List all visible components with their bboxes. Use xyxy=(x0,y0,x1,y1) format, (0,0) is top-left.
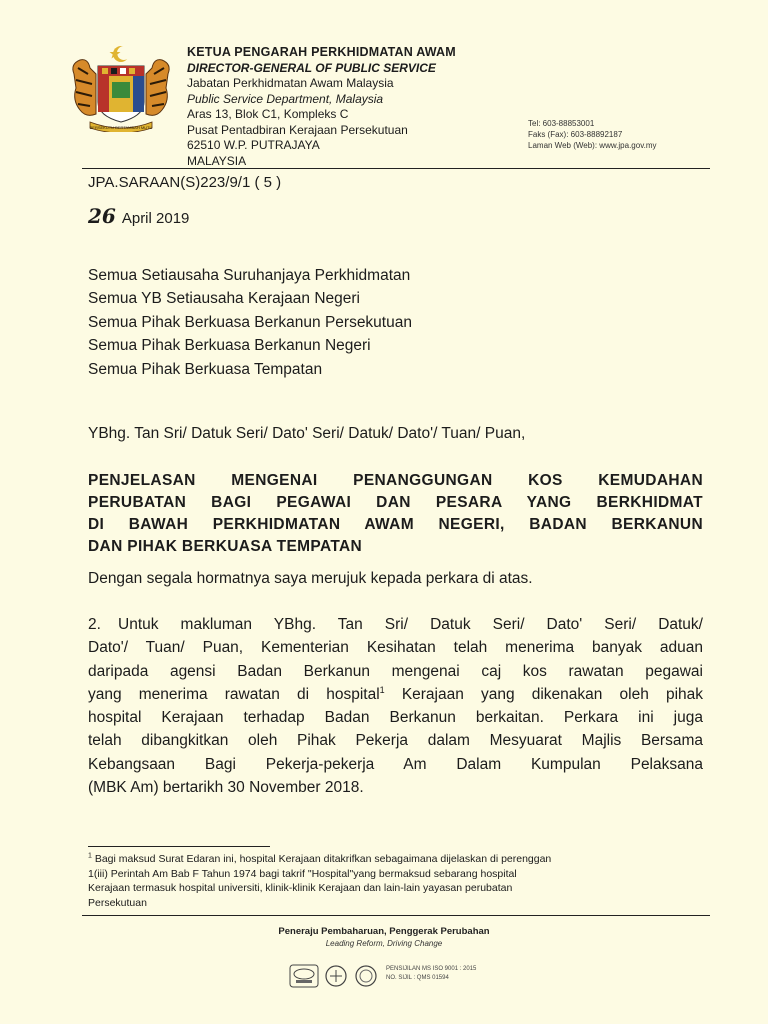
footnote-reference[interactable]: 1 xyxy=(379,684,385,695)
subject-line: PENJELASAN MENGENAI PENANGGUNGAN KOS KEMUDAHAN xyxy=(88,472,703,489)
motto-english: Leading Reform, Driving Change xyxy=(325,939,443,948)
svg-text:BERSEKUTU BERTAMBAH MUTU: BERSEKUTU BERTAMBAH MUTU xyxy=(89,125,153,130)
letter-date xyxy=(88,204,189,228)
recipient-line: Semua YB Setiausaha Kerajaan Negeri xyxy=(88,290,360,308)
sirim-cert-icon xyxy=(290,965,318,987)
footnote-divider xyxy=(88,846,270,847)
contact-fax: Faks (Fax): 603-88892187 xyxy=(528,130,623,139)
footnote-line: $^1$ Bagi maksud Surat Edaran ini, hospital Kerajaan ditakrifkan sebagaimana dijelaskan di perenggan xyxy=(88,852,552,865)
contact-web: Laman Web (Web): www.jpa.gov.my xyxy=(528,141,657,150)
paragraph-line: Kebangsaan Bagi Pekerja-pekerja Am Dalam Kumpulan Pelaksana xyxy=(88,755,703,773)
subject-line: DAN PIHAK BERKUASA TEMPATAN xyxy=(88,538,363,555)
footnote xyxy=(88,852,688,910)
date-month-year: April 2019 xyxy=(121,210,190,227)
qms-badge-icon xyxy=(356,966,376,986)
paragraph-line: 2. Untuk makluman YBhg. Tan Sri/ Datuk Seri/ Dato' Seri/ Datuk/ xyxy=(88,613,703,636)
cert-line: PENSIJILAN MS ISO 9001 : 2015 xyxy=(386,966,477,972)
org-address-line: 62510 W.P. PUTRAJAYA xyxy=(187,138,320,152)
paragraph-line: yang menerima rawatan di hospital$^1$ Kerajaan yang dikenakan oleh pihak xyxy=(88,684,703,703)
paragraph-1: Dengan segala hormatnya saya merujuk kepada perkara di atas. xyxy=(88,570,533,587)
certification-logos xyxy=(288,962,384,990)
subject-line: DI BAWAH PERKHIDMATAN AWAM NEGERI, BADAN BERKANUN xyxy=(88,516,703,533)
motto-malay: Peneraju Pembaharuan, Penggerak Perubahan xyxy=(278,926,490,937)
letterhead-contact xyxy=(528,118,657,151)
subject-line: PERUBATAN BAGI PEGAWAI DAN PESARA YANG BERKHIDMAT xyxy=(88,494,703,511)
certification-text xyxy=(386,965,476,983)
recipient-line: Semua Pihak Berkuasa Berkanun Negeri xyxy=(88,337,371,355)
org-address-line: MALAYSIA xyxy=(187,153,247,168)
contact-tel: Tel: 603-88853001 xyxy=(528,119,595,128)
footer-divider xyxy=(82,915,710,916)
cert-line: NO. SIJIL : QMS 01594 xyxy=(386,975,449,981)
header-divider xyxy=(82,168,710,169)
paragraph-line: hospital Kerajaan terhadap Badan Berkanun berkaitan. Perkara ini juga xyxy=(88,709,703,727)
org-department-ms: Jabatan Perkhidmatan Awam Malaysia xyxy=(187,76,394,90)
date-day-handwritten: 26 xyxy=(88,204,116,228)
recipient-list xyxy=(88,264,412,381)
subject-heading xyxy=(88,470,703,558)
footnote-line: 1(iii) Perintah Am Bab F Tahun 1974 bagi takrif "Hospital"yang bermaksud sebarang hospital xyxy=(88,867,517,880)
org-department-en: Public Service Department, Malaysia xyxy=(187,91,384,106)
paragraph-line: telah dibangkitkan oleh Pihak Pekerja dalam Mesyuarat Majlis Bersama xyxy=(88,732,703,750)
paragraph-2 xyxy=(88,613,703,799)
org-title-en: DIRECTOR-GENERAL OF PUBLIC SERVICE xyxy=(187,60,436,75)
paragraph-line: (MBK Am) bertarikh 30 November 2018. xyxy=(88,779,364,797)
malaysia-coat-of-arms-icon xyxy=(66,44,176,132)
footnote-line: Kerajaan termasuk hospital universiti, klinik-klinik Kerajaan dan lain-lain yayasan perubatan xyxy=(88,882,513,894)
reference-number: JPA.SARAAN(S)223/9/1 ( 5 ) xyxy=(88,174,282,191)
letterhead-organisation xyxy=(187,45,456,169)
org-address-line: Aras 13, Blok C1, Kompleks C xyxy=(187,107,349,121)
paragraph-line: daripada agensi Badan Berkanun mengenai caj kos rawatan pegawai xyxy=(88,662,703,680)
org-address-line: Pusat Pentadbiran Kerajaan Persekutuan xyxy=(187,122,408,137)
iso-mark-icon xyxy=(326,966,346,986)
footer-motto xyxy=(0,926,768,948)
recipient-line: Semua Setiausaha Suruhanjaya Perkhidmatan xyxy=(88,267,411,284)
org-title-ms: KETUA PENGARAH PERKHIDMATAN AWAM xyxy=(187,45,456,59)
footnote-line: Persekutuan xyxy=(88,896,147,909)
paragraph-number: 2. xyxy=(88,616,101,633)
footnote-marker: 1 xyxy=(88,852,92,860)
recipient-line: Semua Pihak Berkuasa Berkanun Persekutuan xyxy=(88,313,412,331)
salutation: YBhg. Tan Sri/ Datuk Seri/ Dato' Seri/ Datuk/ Dato'/ Tuan/ Puan, xyxy=(88,425,526,442)
paragraph-line: Dato'/ Tuan/ Puan, Kementerian Kesihatan telah menerima banyak aduan xyxy=(88,639,703,657)
recipient-line: Semua Pihak Berkuasa Tempatan xyxy=(88,360,323,378)
